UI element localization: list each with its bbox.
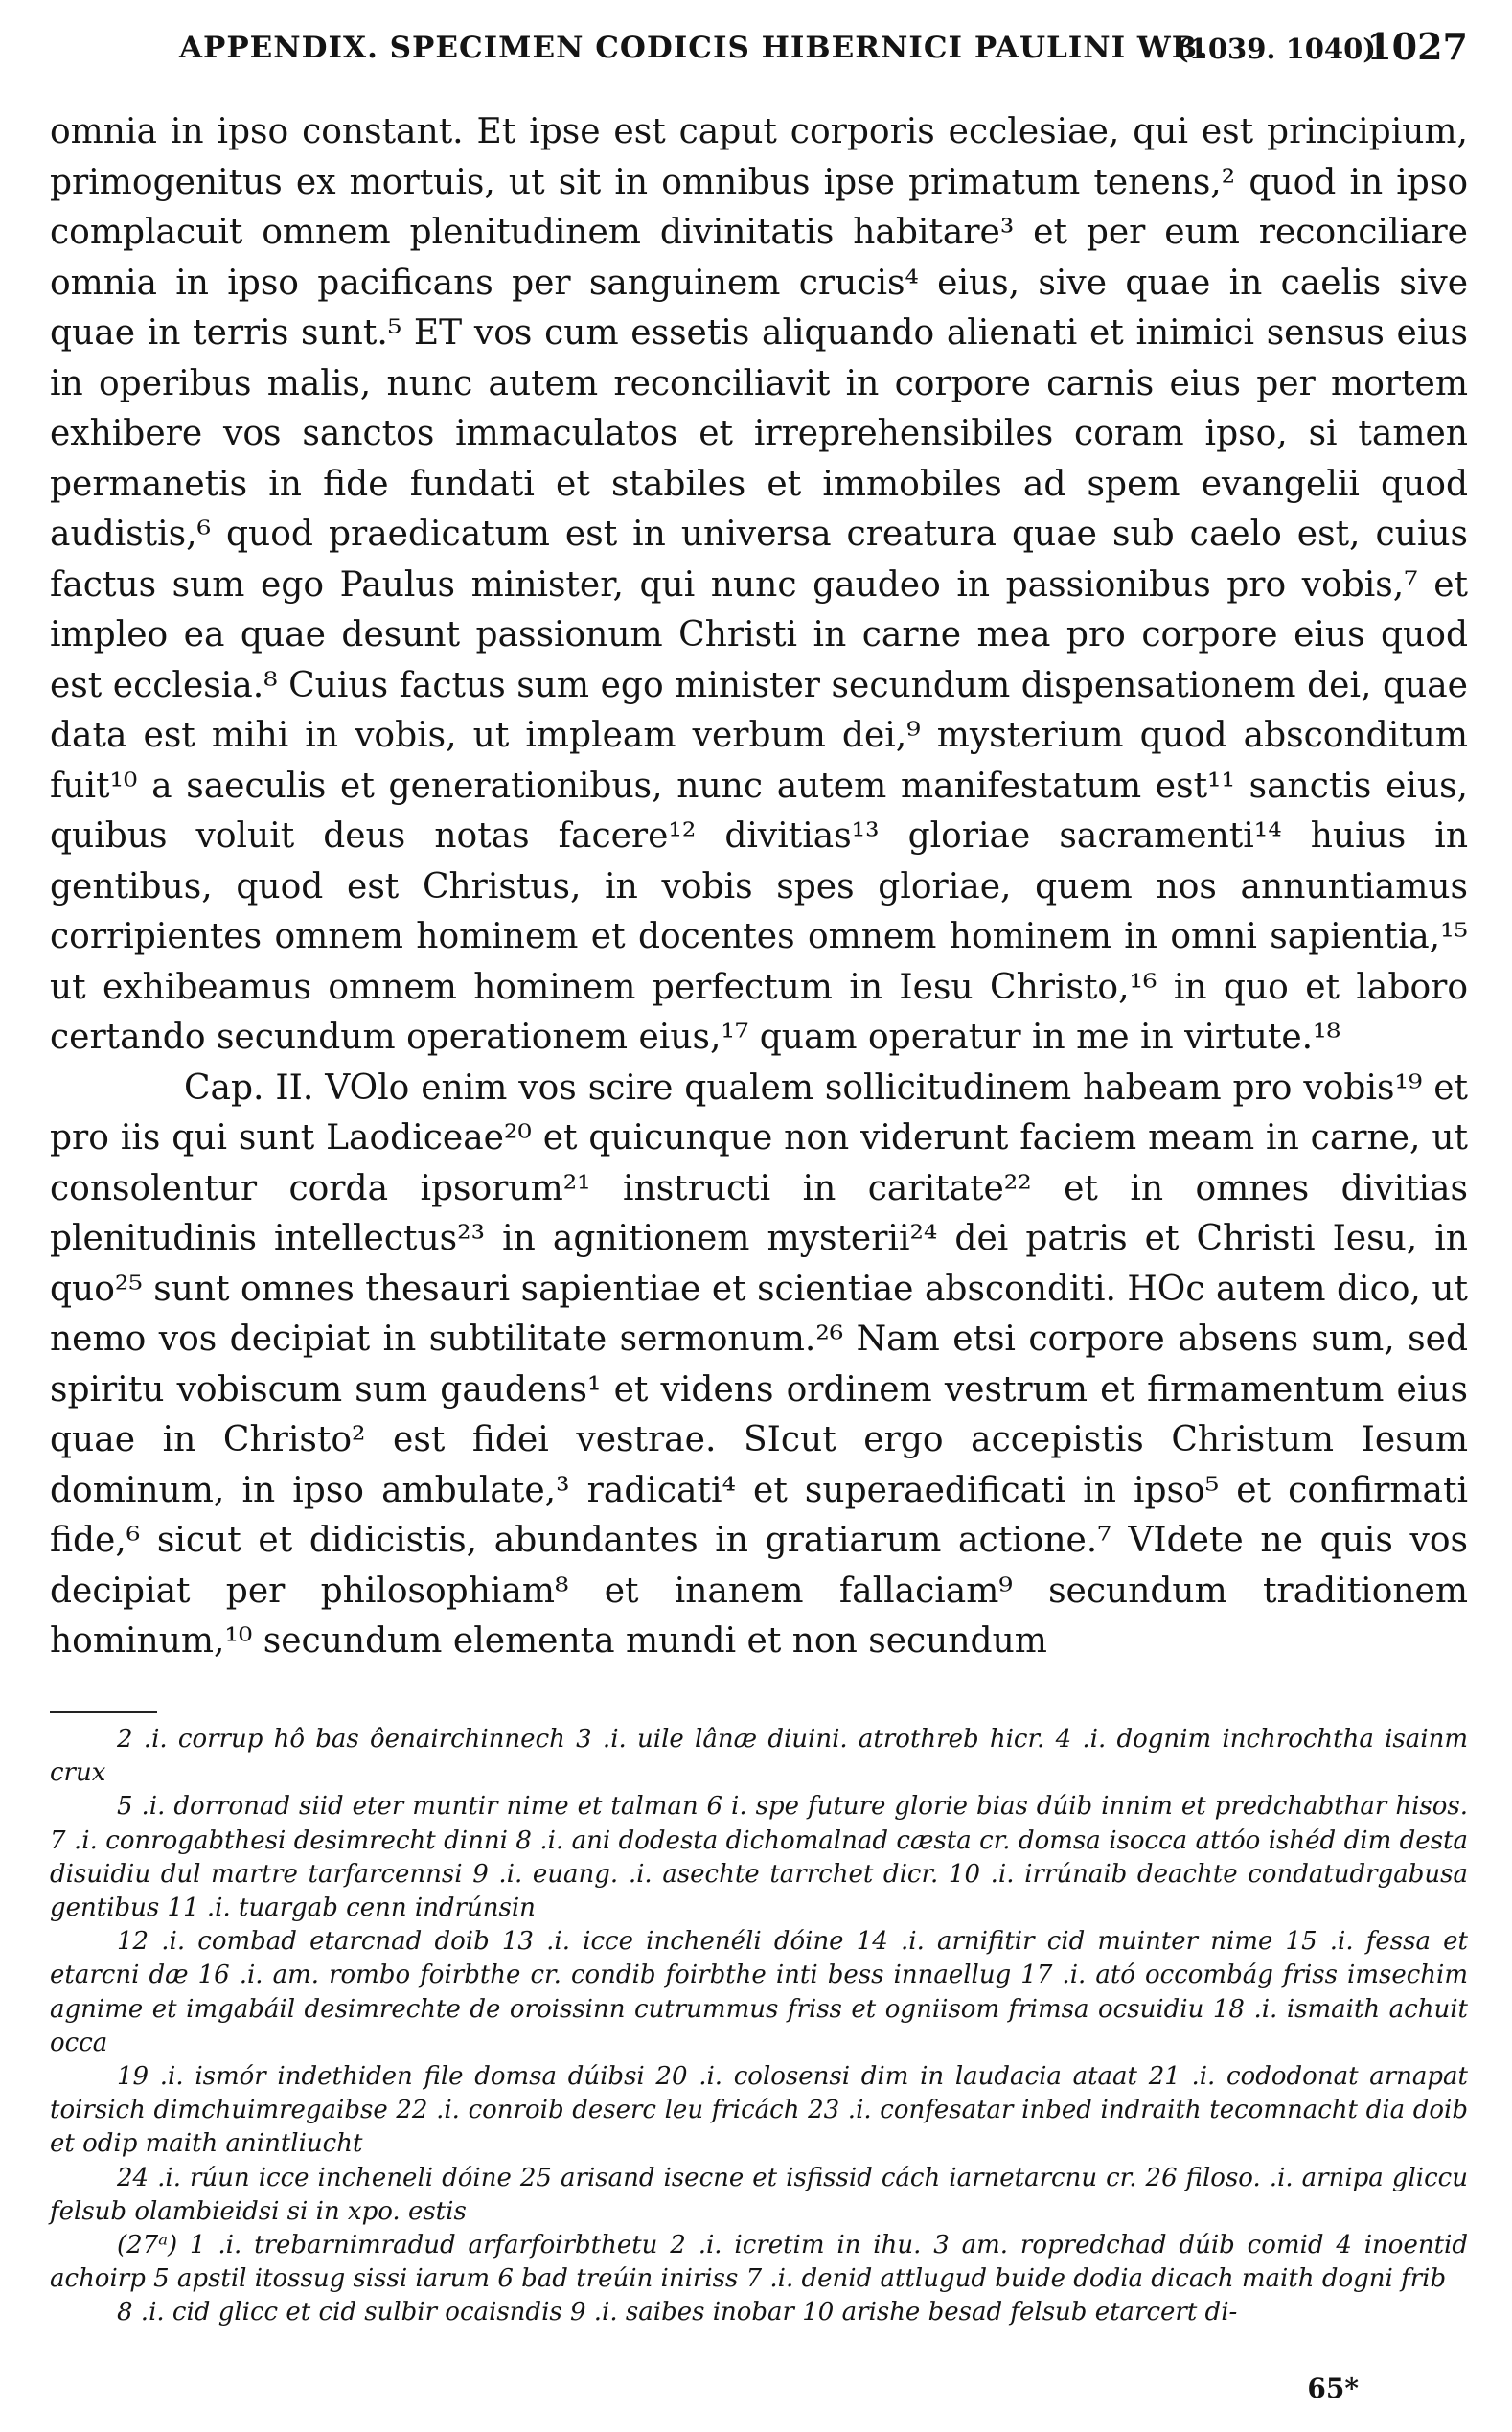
running-title: APPENDIX. SPECIMEN CODICIS HIBERNICI PAULINI WB. [179, 31, 1209, 65]
main-text [50, 107, 1468, 1667]
page-number: 1027 [1366, 25, 1468, 68]
body-paragraph: omnia in ipso constant. Et ipse est caput corporis ecclesiae, qui est principium, primogenitus ex mortuis, ut sit in omnibus ipse primatum tenens,² quod in ipso complacuit omnem plenitudinem divinitatis habitare³ et per eum reconciliare omnia in ipso pacificans per sanguinem crucis⁴ eius, sive quae in caelis sive quae in terris sunt.⁵ ET vos cum essetis aliquando alienati et inimici sensus eius in operibus malis, nunc autem reconciliavit in corpore carnis eius per mortem exhibere vos sanctos immaculatos et irreprehensibiles coram ipso, si tamen permanetis in fide fundati et stabiles et immobiles ad spem evangelii quod audistis,⁶ quod praedicatum est in universa creatura quae sub caelo est, cuius factus sum ego Paulus minister, qui nunc gaudeo in passionibus pro vobis,⁷ et impleo ea quae desunt passionum Christi in carne mea pro corpore eius quod est ecclesia.⁸ Cuius factus sum ego minister secundum dispensationem dei, quae data est mihi in vobis, ut impleam verbum dei,⁹ mysterium quod absconditum fuit¹⁰ a saeculis et generationibus, nunc autem manifestatum est¹¹ sanctis eius, quibus voluit deus notas facere¹² divitias¹³ gloriae sacramenti¹⁴ huius in gentibus, quod est Christus, in vobis spes gloriae, quem nos annuntiamus corripientes omnem hominem et docentes omnem hominem in omni sapientia,¹⁵ ut exhibeamus omnem hominem perfectum in Iesu Christo,¹⁶ in quo et laboro certando secundum operationem eius,¹⁷ quam operatur in me in virtute.¹⁸ [50, 112, 1468, 1057]
footnote-divider [50, 1711, 157, 1713]
footnotes [50, 1723, 1468, 2330]
footnote-block: 24 .i. rúun icce incheneli dóine 25 arisand isecne et isfissid cách iarnetarcnu cr. 26 filoso. .i. arnipa gliccu felsub olambieidsi si in xpo. estis [50, 2163, 1468, 2226]
footnote-block: 8 .i. cid glicc et cid sulbir ocaisndis 9 .i. saibes inobar 10 arishe besad felsub etarcert di- [117, 2298, 1238, 2328]
body-paragraph: Cap. II. VOlo enim vos scire qualem sollicitudinem habeam pro vobis¹⁹ et pro iis qui sunt Laodiceae²⁰ et quicunque non viderunt faciem meam in carne, ut consolentur corda ipsorum²¹ instructi in caritate²² et in omnes divitias plenitudinis intellectus²³ in agnitionem mysterii²⁴ dei patris et Christi Iesu, in quo²⁵ sunt omnes thesauri sapientiae et scientiae absconditi. HOc autem dico, ut nemo vos decipiat in subtilitate sermonum.²⁶ Nam etsi corpore absens sum, sed spiritu vobiscum sum gaudens¹ et videns ordinem vestrum et firmamentum eius quae in Christo² est fidei vestrae. SIcut ergo accepistis Christum Iesum dominum, in ipso ambulate,³ radicati⁴ et superaedificati in ipso⁵ et confirmati fide,⁶ sicut et didicistis, abundantes in gratiarum actione.⁷ VIdete ne quis vos decipiat per philosophiam⁸ et inanem fallaciam⁹ secundum traditionem hominum,¹⁰ secundum elementa mundi et non secundum [50, 1067, 1468, 1661]
footnote-block: 2 .i. corrup hô bas ôenairchinnech 3 .i. uile lânæ diuini. atrothreb hicr. 4 .i. dognim inchrochtha isainm crux [50, 1725, 1468, 1788]
page-header [50, 21, 1468, 67]
footnote-block: 19 .i. ismór indethiden file domsa dúibsi 20 .i. colosensi dim in laudacia ataat 21 .i. cododonat arnapat toirsich dimchuimregaibse 22 .i. conroib deserc leu fricách 23 .i. confesatar inbed indraith tecomnacht dia doib et odip maith anintliucht [50, 2062, 1468, 2159]
column-numbers: (1039. 1040) [1175, 33, 1376, 65]
footnote-block: (27ᵃ) 1 .i. trebarnimradud arfarfoirbthetu 2 .i. icretim in ihu. 3 am. ropredchad dúib comid 4 inoentid achoirp 5 apstil itossug sissi iarum 6 bad treúin iniriss 7 .i. denid attlugud buide dodia dicach maith dogni frib [50, 2231, 1468, 2294]
signature-mark: 65* [1307, 2373, 1359, 2404]
footnote-block: 5 .i. dorronad siid eter muntir nime et talman 6 i. spe future glorie bias dúib innim et predchabthar hisos. 7 .i. conrogabthesi desimrecht dinni 8 .i. ani dodesta dichomalnad cæsta cr. domsa isocca attóo ishéd dim desta disuidiu dul martre tarfarcennsi 9 .i. euang. .i. asechte tarrchet dicr. 10 .i. irrúnaib deachte condatudrgabusa gentibus 11 .i. tuargab cenn indrúnsin [50, 1792, 1468, 1923]
footnote-block: 12 .i. combad etarcnad doib 13 .i. icce inchenéli dóine 14 .i. arnifitir cid muinter nime 15 .i. fessa et etarcni dæ 16 .i. am. rombo foirbthe cr. condib foirbthe inti bess innaellug 17 .i. ató occombág friss imsechim agnime et imgabáil desimrechte de oroissinn cutrummus friss et ogniisom frimsa ocsuidiu 18 .i. ismaith achuit occa [50, 1927, 1468, 2057]
